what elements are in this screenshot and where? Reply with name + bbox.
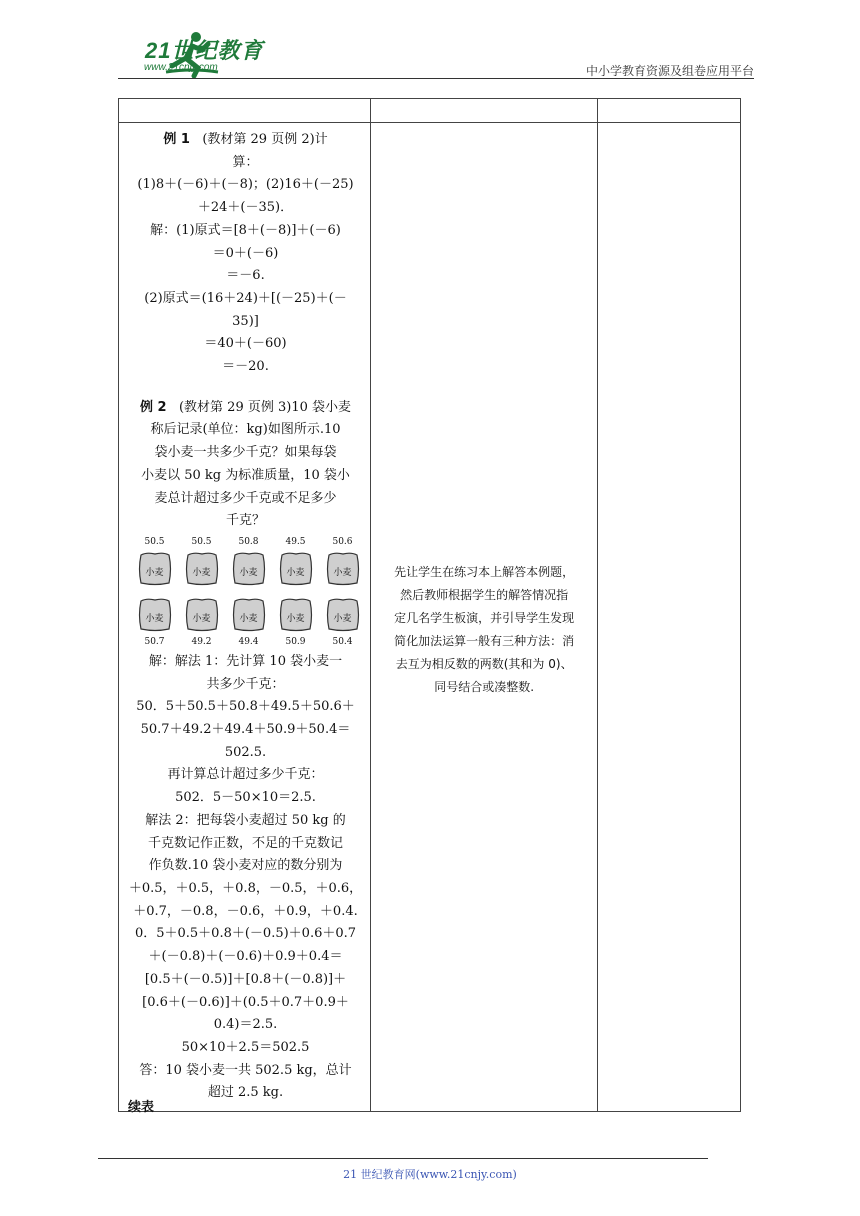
solution-line: 0.4)＝2.5. [213,1017,278,1033]
footer-text: 21 世纪教育网(www.21cnjy.com) [343,1168,517,1181]
wheat-bag-icon [231,551,267,587]
lesson-table [118,98,741,1112]
note-line: 去互为相反数的两数(其和为 0)、 [395,657,573,671]
wheat-bag-icon [278,551,314,587]
solution-line: 502．5－50×10＝2.5. [175,790,316,806]
header-platform-text: 中小学教育资源及组卷应用平台 [585,64,754,78]
solution-line: 解：解法 1：先计算 10 袋小麦一 [148,653,343,669]
example-1-line: ＝－6. [226,268,265,284]
empty-cell [598,123,741,1112]
solution-line: 解法 2：把每袋小麦超过 50 kg 的 [145,812,346,828]
example-2-line: 小麦以 50 kg 为标准质量，10 袋小 [141,467,350,483]
table-header-row [119,99,741,123]
bag-label: 小麦 [333,613,352,624]
example-1-line: ＋24＋(－35)． [197,200,294,216]
bag-weight: 50.9 [285,636,306,647]
logo-text: 21世纪教育 [145,38,264,63]
bag-label: 小麦 [286,613,305,624]
example-1-line: (1)8＋(－6)＋(－8)；(2)16＋(－25) [137,177,354,193]
bag-label: 小麦 [286,567,305,578]
note-line: 简化加法运算一般有三种方法：消 [394,634,575,648]
solution-line: [0.5＋(－0.5)]＋[0.8＋(－0.8)]＋ [144,971,347,987]
example-2-line: 麦总计超过多少千克或不足多少 [154,490,337,506]
wheat-bag-icon [278,597,314,633]
header-cell-1 [119,99,371,123]
example-1-title: 例 1 [163,132,190,147]
example-2 [125,397,366,533]
example-2-line: (教材第 29 页例 3)10 袋小麦 [178,399,351,415]
example-1-line: ＝0＋(－6) [212,245,279,261]
bag-weight: 50.5 [191,536,212,547]
wheat-bag-icon [325,551,361,587]
wheat-bag-icon [231,597,267,633]
solution-line: 50.7＋49.2＋49.4＋50.9＋50.4＝ [140,722,351,738]
wheat-bags-figure [131,533,366,651]
solution-line: 超过 2.5 kg. [207,1085,284,1101]
wheat-bag-icon [137,597,173,633]
wheat-bag-icon [325,597,361,633]
bag-label: 小麦 [192,613,211,624]
example-1-line: ＝－20. [222,359,269,375]
solution-line: ＋0.7，－0.8，－0.6，＋0.9，＋0.4. [133,903,358,919]
solution-line: 50×10＋2.5＝502.5 [181,1039,310,1055]
example-2-title: 例 2 [139,399,167,415]
note-line: 定几名学生板演，并引导学生发现 [394,611,575,625]
bag-label: 小麦 [145,613,164,624]
footer-divider [98,1158,708,1159]
header-cell-3 [598,99,741,123]
continued-label: 续表 [128,1100,155,1115]
header-divider [118,78,754,79]
example-1-line: ＝40＋(－60) [204,336,287,352]
bag-label: 小麦 [239,567,258,578]
bag-label: 小麦 [333,567,352,578]
note-line: 同号结合或凑整数. [434,680,535,694]
solution-line: 再计算总计超过多少千克： [167,767,324,783]
table-row [119,123,741,1112]
example-2-solution [125,651,366,1105]
teacher-note-cell [371,123,598,1112]
solution-line: 答：10 袋小麦一共 502.5 kg，总计 [139,1062,352,1078]
logo-url: www.21cnjy.com [144,62,218,73]
solution-line: 0．5＋0.5＋0.8＋(－0.5)＋0.6＋0.7 [134,926,357,942]
example-1-line: (2)原式＝(16＋24)＋[(－25)＋(－ [144,290,347,306]
solution-line: [0.6＋(－0.6)]＋(0.5＋0.7＋0.9＋ [142,994,349,1010]
example-2-line: 称后记录(单位：kg)如图所示.10 [150,422,341,438]
solution-line: 50．5＋50.5＋50.8＋49.5＋50.6＋ [136,699,355,715]
example-1-line: (教材第 29 页例 2)计 [202,132,328,147]
bag-label: 小麦 [192,567,211,578]
example-1 [125,129,366,379]
bag-weight: 50.5 [144,536,165,547]
solution-line: ＋(－0.8)＋(－0.6)＋0.9＋0.4＝ [148,949,343,965]
examples-cell [119,123,371,1112]
wheat-bag-icon [184,551,220,587]
teacher-note [371,561,597,699]
bag-weight: 49.4 [238,636,259,647]
solution-line: ＋0.5，＋0.5，＋0.8，－0.5，＋0.6， [128,880,363,896]
bag-weight: 49.2 [191,636,212,647]
bag-weight: 50.6 [332,536,353,547]
bag-weight: 50.7 [144,636,165,647]
example-1-line: 解：(1)原式＝[8＋(－8)]＋(－6) [150,222,341,238]
solution-line: 作负数.10 袋小麦对应的数分别为 [148,858,343,874]
example-1-line: 算： [232,154,259,170]
bag-weight: 50.4 [332,636,353,647]
bag-weight: 49.5 [285,536,306,547]
solution-line: 共多少千克： [206,676,285,692]
example-1-line: 35)] [232,313,259,329]
wheat-bag-icon [137,551,173,587]
bag-label: 小麦 [145,567,164,578]
bag-label: 小麦 [239,613,258,624]
bag-weight: 50.8 [238,536,259,547]
note-line: 先让学生在练习本上解答本例题， [394,565,575,579]
example-2-line: 袋小麦一共多少千克？如果每袋 [154,445,337,461]
solution-line: 千克数记作正数，不足的千克数记 [147,835,343,851]
note-line: 然后教师根据学生的解答情况指 [400,588,569,602]
header-cell-2 [371,99,598,123]
page-header [0,0,860,80]
wheat-bag-icon [184,597,220,633]
solution-line: 502.5. [224,744,267,760]
example-2-line: 千克？ [225,513,265,529]
